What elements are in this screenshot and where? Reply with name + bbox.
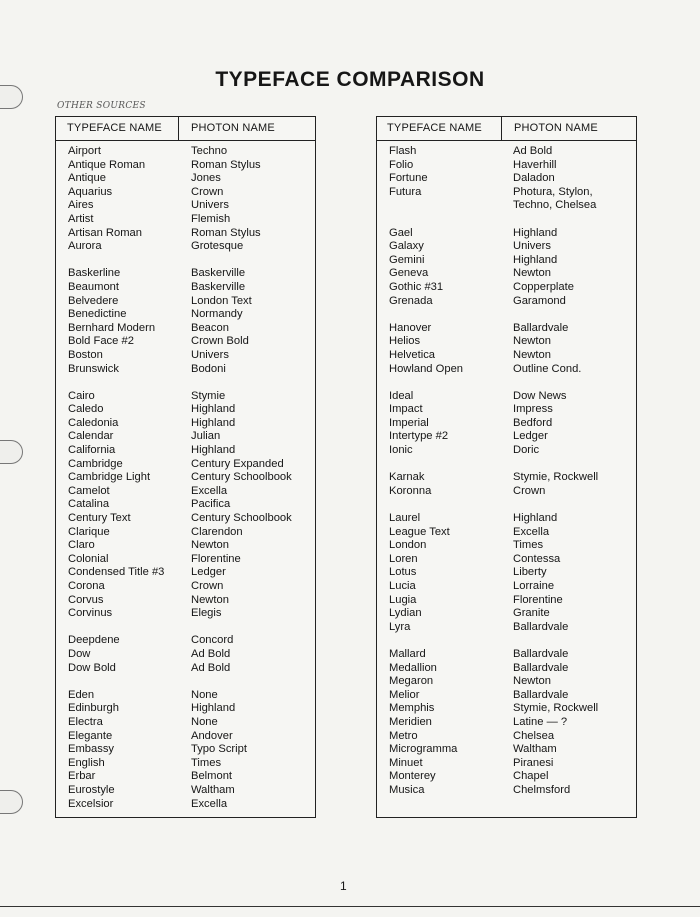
page-number: 1 <box>340 879 347 893</box>
typeface-name-cell: Boston <box>68 348 103 361</box>
typeface-name-cell: Baskerline <box>68 267 121 280</box>
typeface-name-cell: Aquarius <box>68 185 113 198</box>
typeface-name-cell: Geneva <box>389 267 429 280</box>
photon-name-cell: Piranesi <box>513 756 554 769</box>
typeface-name-cell: Flash <box>389 145 417 157</box>
photon-name-cell: Copperplate <box>513 280 574 293</box>
typeface-name-cell <box>389 458 463 472</box>
photon-name-cell: Doric <box>513 444 540 457</box>
typeface-name-cell <box>389 634 463 648</box>
typeface-name-cell: Grenada <box>389 294 433 307</box>
photon-name-cell: Ballardvale <box>513 620 569 633</box>
photon-name-cell: Crown <box>191 580 224 592</box>
photon-name-cell: Ledger <box>191 566 226 579</box>
photon-name-cell: Highland <box>513 226 558 239</box>
typeface-name-cell: Cairo <box>68 389 95 402</box>
photon-name-cell: Ballardvale <box>513 661 569 674</box>
typeface-name-cell: Aires <box>68 199 94 212</box>
typeface-column-left <box>68 145 164 811</box>
typeface-name-cell: Artist <box>68 212 94 225</box>
photon-name-cell: Stymie, Rockwell <box>513 471 599 484</box>
typeface-name-cell: Corona <box>68 580 105 592</box>
photon-name-cell: Newton <box>513 675 551 688</box>
typeface-name-cell <box>389 308 463 322</box>
typeface-name-cell: Lucia <box>389 580 416 592</box>
photon-name-cell: Highland <box>191 416 236 429</box>
photon-name-cell <box>191 675 292 689</box>
typeface-name-cell: Musica <box>389 783 425 796</box>
typeface-name-cell: Antique <box>68 172 106 185</box>
photon-name-cell: Crown Bold <box>191 335 249 348</box>
typeface-name-cell: London <box>389 539 427 552</box>
typeface-name-cell: Loren <box>389 552 418 565</box>
typeface-name-cell: Caledo <box>68 403 104 416</box>
typeface-name-cell: Camelot <box>68 484 110 497</box>
typeface-name-cell: Lotus <box>389 566 417 579</box>
photon-name-cell: Chelsea <box>513 729 555 742</box>
photon-name-cell: Univers <box>513 240 551 253</box>
typeface-name-cell: Catalina <box>68 498 110 511</box>
header-typeface-name: TYPEFACE NAME <box>67 122 162 134</box>
photon-name-cell: Lorraine <box>513 580 555 592</box>
photon-name-cell: Techno, Chelsea <box>513 199 597 212</box>
header-photon-name: PHOTON NAME <box>191 122 275 134</box>
typeface-name-cell: California <box>68 444 116 457</box>
typeface-name-cell: Hanover <box>389 321 432 334</box>
photon-name-cell: Liberty <box>513 566 547 579</box>
photon-name-cell: Contessa <box>513 552 561 565</box>
typeface-name-cell: Bernhard Modern <box>68 321 156 334</box>
typeface-name-cell: Caledonia <box>68 416 119 429</box>
photon-name-cell <box>191 254 292 268</box>
photon-name-cell: Baskerville <box>191 280 246 293</box>
photon-name-cell: Waltham <box>513 743 557 756</box>
photon-name-cell: Crown <box>191 185 224 198</box>
comparison-table-left <box>55 116 316 818</box>
typeface-name-cell: Lydian <box>389 607 422 620</box>
photon-name-cell: Bedford <box>513 416 553 429</box>
photon-name-cell: Flemish <box>191 212 231 225</box>
typeface-name-cell <box>389 498 463 512</box>
photon-name-cell: Highland <box>513 253 558 266</box>
typeface-name-cell: Cambridge <box>68 457 123 470</box>
table-header-right <box>377 117 636 141</box>
typeface-name-cell: Colonial <box>68 552 109 565</box>
typeface-name-cell: Mallard <box>389 647 426 660</box>
typeface-name-cell: Intertype #2 <box>389 430 449 443</box>
photon-name-cell: Belmont <box>191 770 233 783</box>
typeface-name-cell: Artisan Roman <box>68 226 142 239</box>
typeface-name-cell: Bold Face #2 <box>68 335 134 348</box>
typeface-name-cell: Memphis <box>389 702 435 715</box>
photon-name-cell: Highland <box>191 403 236 416</box>
typeface-name-cell: Corvus <box>68 593 104 606</box>
typeface-name-cell: Cambridge Light <box>68 471 151 484</box>
photon-name-cell: Garamond <box>513 294 566 307</box>
typeface-column-right <box>389 145 463 798</box>
photon-name-cell: Chelmsford <box>513 783 571 796</box>
typeface-name-cell: Fortune <box>389 172 428 185</box>
page-edge-line <box>0 906 700 907</box>
binder-hole-bottom <box>0 790 23 814</box>
typeface-name-cell: Koronna <box>389 484 432 497</box>
binder-hole-middle <box>0 440 23 464</box>
typeface-name-cell: English <box>68 756 105 769</box>
typeface-name-cell: Excelsior <box>68 797 114 810</box>
typeface-name-cell: Gael <box>389 226 413 239</box>
photon-name-cell: Ledger <box>513 430 548 443</box>
table-header-left <box>56 117 315 141</box>
photon-name-cell: Excella <box>191 797 228 810</box>
photon-name-cell: London Text <box>191 294 252 307</box>
photon-name-cell: Times <box>191 756 222 769</box>
photon-column-right <box>513 145 598 798</box>
typeface-name-cell: Brunswick <box>68 362 119 375</box>
photon-name-cell: Jones <box>191 172 221 185</box>
photon-name-cell: Waltham <box>191 783 235 796</box>
typeface-name-cell <box>68 376 164 390</box>
typeface-name-cell: Impact <box>389 403 423 416</box>
photon-name-cell <box>513 308 598 322</box>
photon-name-cell: Photura, Stylon, <box>513 185 593 198</box>
photon-name-cell <box>513 498 598 512</box>
typeface-name-cell: Ideal <box>389 389 414 402</box>
photon-name-cell: Ballardvale <box>513 688 569 701</box>
typeface-name-cell: Howland Open <box>389 362 464 375</box>
typeface-name-cell: Ionic <box>389 444 413 457</box>
typeface-name-cell <box>68 621 164 635</box>
typeface-name-cell: Helvetica <box>389 348 436 361</box>
typeface-name-cell: Minuet <box>389 756 423 769</box>
typeface-name-cell: Condensed Title #3 <box>68 566 165 579</box>
photon-name-cell: Dow News <box>513 389 567 402</box>
photon-name-cell <box>513 213 598 227</box>
header-typeface-name: TYPEFACE NAME <box>387 122 482 134</box>
photon-name-cell: Baskerville <box>191 267 246 280</box>
typeface-name-cell: Antique Roman <box>68 158 146 171</box>
photon-name-cell <box>191 621 292 635</box>
typeface-name-cell: Erbar <box>68 770 96 783</box>
typeface-name-cell: Galaxy <box>389 240 424 253</box>
photon-name-cell: Highland <box>191 702 236 715</box>
photon-name-cell: Century Schoolbook <box>191 471 292 484</box>
photon-name-cell: Newton <box>513 348 551 361</box>
typeface-name-cell: Dow <box>68 647 91 660</box>
photon-name-cell: Techno <box>191 145 228 157</box>
photon-name-cell: Century Schoolbook <box>191 512 292 525</box>
photon-name-cell: Daladon <box>513 172 555 185</box>
photon-name-cell: Latine — ? <box>513 715 568 728</box>
typeface-name-cell: Imperial <box>389 416 429 429</box>
typeface-name-cell: Microgramma <box>389 743 458 756</box>
photon-name-cell: Concord <box>191 634 234 647</box>
typeface-name-cell: Folio <box>389 158 414 171</box>
photon-name-cell: Ballardvale <box>513 321 569 334</box>
photon-name-cell: Ad Bold <box>191 661 231 674</box>
typeface-name-cell: League Text <box>389 525 450 538</box>
photon-name-cell: Univers <box>191 199 229 212</box>
photon-name-cell <box>513 458 598 472</box>
photon-name-cell: Roman Stylus <box>191 226 261 239</box>
typeface-name-cell: Lyra <box>389 620 411 633</box>
typeface-name-cell: Clarique <box>68 525 110 538</box>
photon-name-cell: Stymie, Rockwell <box>513 702 599 715</box>
photon-name-cell: Highland <box>191 444 236 457</box>
typeface-name-cell: Elegante <box>68 729 113 742</box>
typeface-name-cell: Beaumont <box>68 280 119 293</box>
photon-name-cell: Ad Bold <box>191 647 231 660</box>
typeface-name-cell: Century Text <box>68 512 131 525</box>
photon-name-cell: Newton <box>513 267 551 280</box>
typeface-name-cell: Laurel <box>389 512 421 525</box>
typeface-name-cell: Airport <box>68 145 101 157</box>
photon-name-cell: Grotesque <box>191 240 244 253</box>
typeface-name-cell: Karnak <box>389 471 425 484</box>
typeface-name-cell: Embassy <box>68 743 115 756</box>
photon-name-cell: Ad Bold <box>513 145 553 157</box>
typeface-name-cell: Dow Bold <box>68 661 116 674</box>
typeface-name-cell <box>389 213 463 227</box>
photon-name-cell: Excella <box>191 484 228 497</box>
typeface-name-cell: Edinburgh <box>68 702 120 715</box>
photon-name-cell: Roman Stylus <box>191 158 261 171</box>
photon-name-cell: Century Expanded <box>191 457 284 470</box>
header-photon-name: PHOTON NAME <box>514 122 598 134</box>
photon-name-cell: Beacon <box>191 321 229 334</box>
photon-name-cell: Crown <box>513 484 546 497</box>
typeface-name-cell: Gothic #31 <box>389 280 444 293</box>
photon-name-cell <box>513 376 598 390</box>
photon-name-cell: Newton <box>513 335 551 348</box>
typeface-name-cell: Helios <box>389 335 421 348</box>
typeface-name-cell: Benedictine <box>68 308 127 321</box>
typeface-name-cell: Lugia <box>389 593 417 606</box>
photon-name-cell: Elegis <box>191 607 222 620</box>
typeface-name-cell: Calendar <box>68 430 114 443</box>
photon-name-cell: Andover <box>191 729 233 742</box>
photon-name-cell: Clarendon <box>191 525 243 538</box>
typeface-name-cell: Futura <box>389 185 422 198</box>
typeface-name-cell: Gemini <box>389 253 425 266</box>
photon-name-cell: Chapel <box>513 770 549 783</box>
photon-name-cell: Haverhill <box>513 158 557 171</box>
photon-name-cell: Times <box>513 539 544 552</box>
photon-name-cell: None <box>191 688 218 701</box>
typeface-name-cell: Aurora <box>68 240 102 253</box>
typeface-name-cell: Belvedere <box>68 294 119 307</box>
typeface-name-cell: Deepdene <box>68 634 120 647</box>
photon-name-cell: Stymie <box>191 389 226 402</box>
photon-name-cell: Typo Script <box>191 743 247 756</box>
photon-name-cell: None <box>191 715 218 728</box>
typeface-name-cell: Claro <box>68 539 95 552</box>
photon-name-cell: Newton <box>191 539 229 552</box>
photon-name-cell: Impress <box>513 403 553 416</box>
photon-name-cell: Julian <box>191 430 221 443</box>
typeface-name-cell: Medallion <box>389 661 437 674</box>
typeface-name-cell <box>68 675 164 689</box>
typeface-name-cell: Monterey <box>389 770 436 783</box>
typeface-name-cell <box>389 376 463 390</box>
photon-name-cell: Bodoni <box>191 362 226 375</box>
photon-name-cell: Florentine <box>191 552 241 565</box>
handwritten-note: OTHER SOURCES <box>57 101 146 111</box>
typeface-name-cell: Melior <box>389 688 420 701</box>
photon-name-cell <box>513 634 598 648</box>
typeface-name-cell: Megaron <box>389 675 434 688</box>
typeface-name-cell: Eden <box>68 688 95 701</box>
photon-name-cell: Excella <box>513 525 550 538</box>
photon-column-left <box>191 145 292 811</box>
typeface-name-cell <box>68 254 164 268</box>
typeface-name-cell: Electra <box>68 715 103 728</box>
photon-name-cell: Ballardvale <box>513 647 569 660</box>
photon-name-cell: Univers <box>191 348 229 361</box>
photon-name-cell: Highland <box>513 512 558 525</box>
comparison-table-right <box>376 116 637 818</box>
photon-name-cell: Pacifica <box>191 498 231 511</box>
typeface-name-cell: Meridien <box>389 715 432 728</box>
photon-name-cell: Outline Cond. <box>513 362 582 375</box>
photon-name-cell: Florentine <box>513 593 563 606</box>
typeface-name-cell: Eurostyle <box>68 783 115 796</box>
typeface-name-cell: Corvinus <box>68 607 113 620</box>
photon-name-cell: Granite <box>513 607 550 620</box>
typeface-name-cell: Metro <box>389 729 418 742</box>
photon-name-cell: Newton <box>191 593 229 606</box>
photon-name-cell: Normandy <box>191 308 243 321</box>
photon-name-cell <box>191 376 292 390</box>
typeface-name-cell <box>389 199 463 213</box>
page-title: TYPEFACE COMPARISON <box>215 68 485 91</box>
